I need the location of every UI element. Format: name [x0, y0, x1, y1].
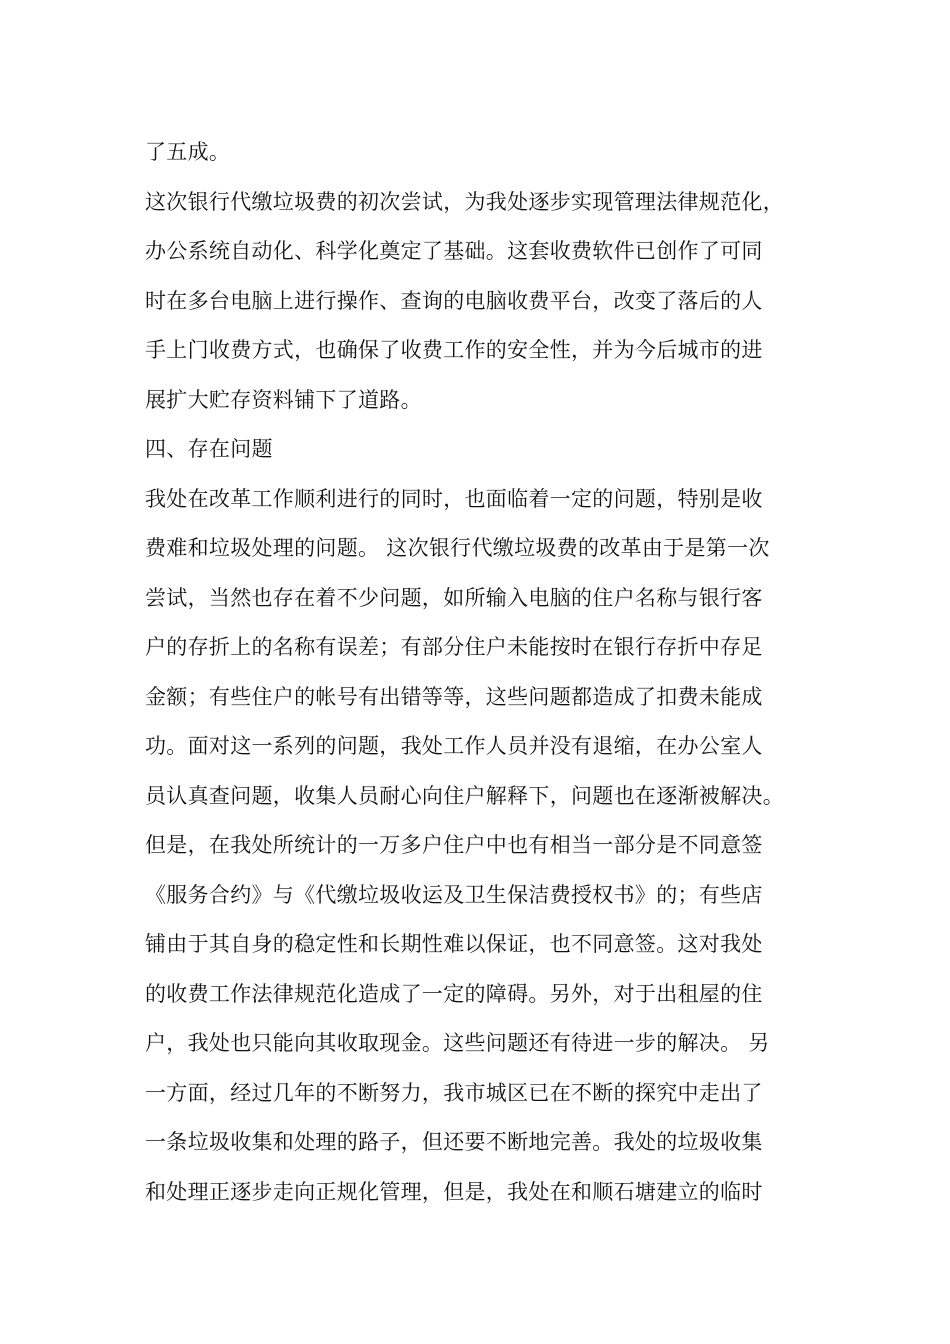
text-line: 户，我处也只能向其收取现金。这些问题还有待进一步的解决。 另 [145, 1031, 770, 1055]
text-line: 这次银行代缴垃圾费的初次尝试，为我处逐步实现管理法律规范化， [145, 189, 784, 214]
text-line: 办公系统自动化、科学化奠定了基础。这套收费软件已创作了可同 [145, 239, 763, 263]
text-line: 费难和垃圾处理的问题。 这次银行代缴垃圾费的改革由于是第一次 [145, 536, 770, 560]
text-line: 员认真查问题，收集人员耐心向住户解释下，问题也在逐渐被解决。 [145, 783, 784, 808]
text-line: 但是，在我处所统计的一万多户住户中也有相当一部分是不同意签 [145, 833, 763, 857]
text-line: 手上门收费方式，也确保了收费工作的安全性，并为今后城市的进 [145, 338, 763, 362]
text-line: 户的存折上的名称有误差；有部分住户未能按时在银行存折中存足 [145, 635, 763, 659]
text-line: 铺由于其自身的稳定性和长期性难以保证，也不同意签。这对我处 [145, 932, 763, 956]
text-line: 一方面，经过几年的不断努力，我市城区已在不断的探究中走出了 [145, 1080, 763, 1105]
document-body [145, 128, 815, 1217]
text-line: 的收费工作法律规范化造成了一定的障碍。另外，对于出租屋的住 [145, 981, 763, 1006]
text-line: 时在多台电脑上进行操作、查询的电脑收费平台，改变了落后的人 [145, 288, 763, 313]
text-line: 和处理正逐步走向正规化管理，但是，我处在和顺石塘建立的临时 [145, 1179, 763, 1204]
text-line: 金额；有些住户的帐号有出错等等，这些问题都造成了扣费未能成 [145, 684, 763, 709]
text-line: 了五成。 [145, 140, 231, 164]
text-line: 《服务合约》与《代缴垃圾收运及卫生保洁费授权书》的；有些店 [145, 882, 763, 907]
text-line: 尝试，当然也存在着不少问题，如所输入电脑的住户名称与银行客 [145, 585, 763, 610]
text-line: 一条垃圾收集和处理的路子，但还要不断地完善。我处的垃圾收集 [145, 1130, 763, 1154]
text-line: 展扩大贮存资料铺下了道路。 [145, 387, 422, 412]
text-line: 我处在改革工作顺利进行的同时，也面临着一定的问题，特别是收 [145, 486, 763, 511]
text-line: 功。面对这一系列的问题，我处工作人员并没有退缩，在办公室人 [145, 734, 763, 758]
section-heading: 四、存在问题 [145, 437, 273, 461]
